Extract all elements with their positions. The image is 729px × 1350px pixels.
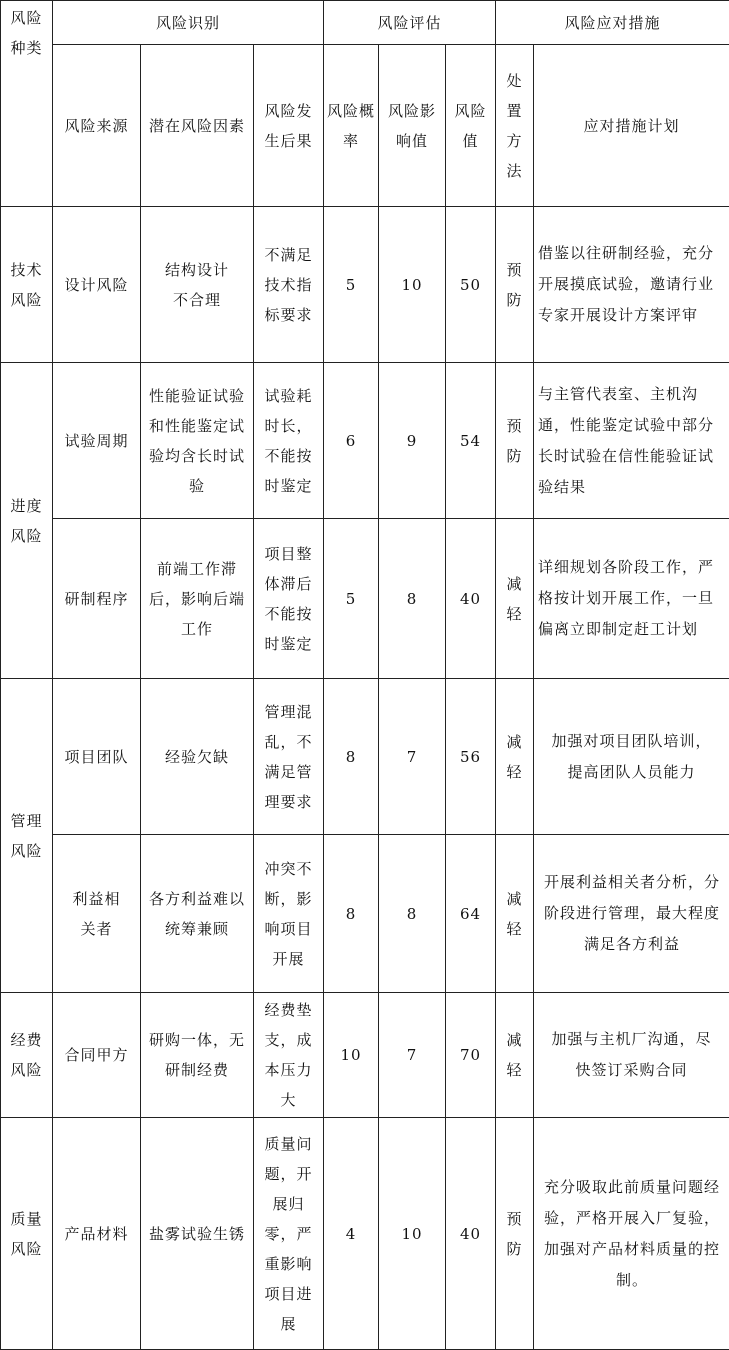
header-row-1 (1, 1, 729, 45)
table-row (1, 207, 729, 363)
header-source: 风险来源 (53, 45, 141, 207)
row-factor: 各方利益难以统筹兼顾 (141, 835, 254, 993)
row-consequence: 项目整体滞后不能按时鉴定 (254, 519, 324, 679)
row-probability: 5 (324, 207, 379, 363)
table-row (1, 835, 729, 993)
row-consequence: 冲突不断，影响项目开展 (254, 835, 324, 993)
row-source: 研制程序 (53, 519, 141, 679)
row-factor: 盐雾试验生锈 (141, 1118, 254, 1350)
row-consequence: 管理混乱，不满足管理要求 (254, 679, 324, 835)
header-category (1, 1, 53, 207)
row-value: 56 (446, 679, 496, 835)
row-probability: 6 (324, 363, 379, 519)
row-source: 项目团队 (53, 679, 141, 835)
row-consequence: 试验耗时长，不能按时鉴定 (254, 363, 324, 519)
group-tech: 技术风险 (1, 207, 53, 363)
row-impact: 10 (379, 1118, 446, 1350)
row-factor: 前端工作滞后，影响后端工作 (141, 519, 254, 679)
row-method: 减轻 (496, 519, 534, 679)
header-category-line1: 风险 (10, 9, 42, 27)
row-source: 合同甲方 (53, 993, 141, 1118)
row-method: 减轻 (496, 993, 534, 1118)
row-value: 40 (446, 1118, 496, 1350)
row-source: 设计风险 (53, 207, 141, 363)
row-consequence: 不满足技术指标要求 (254, 207, 324, 363)
header-factor: 潜在风险因素 (141, 45, 254, 207)
table-row (1, 1118, 729, 1350)
row-probability: 5 (324, 519, 379, 679)
row-source: 试验周期 (53, 363, 141, 519)
row-probability: 8 (324, 835, 379, 993)
header-identification: 风险识别 (53, 1, 324, 45)
row-consequence: 质量问题，开展归零，严重影响项目进展 (254, 1118, 324, 1350)
row-plan: 充分吸取此前质量问题经验，严格开展入厂复验，加强对产品材料质量的控制。 (534, 1118, 729, 1350)
group-schedule: 进度风险 (1, 363, 53, 679)
table-row (1, 679, 729, 835)
row-plan: 借鉴以往研制经验，充分开展摸底试验，邀请行业专家开展设计方案评审 (534, 207, 729, 363)
row-value: 54 (446, 363, 496, 519)
header-consequence: 风险发生后果 (254, 45, 324, 207)
row-impact: 8 (379, 835, 446, 993)
row-impact: 10 (379, 207, 446, 363)
header-method: 处置方法 (496, 45, 534, 207)
row-method: 减轻 (496, 679, 534, 835)
row-method: 预防 (496, 207, 534, 363)
row-consequence: 经费垫支，成本压力大 (254, 993, 324, 1118)
row-impact: 9 (379, 363, 446, 519)
row-method: 预防 (496, 1118, 534, 1350)
row-plan: 加强对项目团队培训，提高团队人员能力 (534, 679, 729, 835)
header-row-2 (1, 45, 729, 207)
row-plan: 加强与主机厂沟通，尽快签订采购合同 (534, 993, 729, 1118)
row-source: 利益相关者 (53, 835, 141, 993)
row-factor: 经验欠缺 (141, 679, 254, 835)
row-impact: 7 (379, 993, 446, 1118)
row-value: 64 (446, 835, 496, 993)
table-row (1, 363, 729, 519)
row-probability: 8 (324, 679, 379, 835)
header-probability: 风险概率 (324, 45, 379, 207)
row-probability: 4 (324, 1118, 379, 1350)
row-value: 40 (446, 519, 496, 679)
header-value: 风险值 (446, 45, 496, 207)
group-funding: 经费风险 (1, 993, 53, 1118)
row-value: 50 (446, 207, 496, 363)
header-assessment: 风险评估 (324, 1, 496, 45)
group-quality: 质量风险 (1, 1118, 53, 1350)
row-source: 产品材料 (53, 1118, 141, 1350)
row-plan: 详细规划各阶段工作，严格按计划开展工作，一旦偏离立即制定赶工计划 (534, 519, 729, 679)
row-factor: 性能验证试验和性能鉴定试验均含长时试验 (141, 363, 254, 519)
group-management: 管理风险 (1, 679, 53, 993)
header-response: 风险应对措施 (496, 1, 729, 45)
row-probability: 10 (324, 993, 379, 1118)
row-method: 减轻 (496, 835, 534, 993)
header-impact: 风险影响值 (379, 45, 446, 207)
row-value: 70 (446, 993, 496, 1118)
table-row (1, 519, 729, 679)
row-method: 预防 (496, 363, 534, 519)
row-plan: 与主管代表室、主机沟通，性能鉴定试验中部分长时试验在信性能验证试验结果 (534, 363, 729, 519)
header-category-line2: 种类 (10, 39, 42, 57)
row-plan: 开展利益相关者分析，分阶段进行管理，最大程度满足各方利益 (534, 835, 729, 993)
table-row (1, 993, 729, 1118)
row-impact: 8 (379, 519, 446, 679)
row-impact: 7 (379, 679, 446, 835)
header-plan: 应对措施计划 (534, 45, 729, 207)
row-factor: 研购一体，无研制经费 (141, 993, 254, 1118)
row-factor: 结构设计不合理 (141, 207, 254, 363)
